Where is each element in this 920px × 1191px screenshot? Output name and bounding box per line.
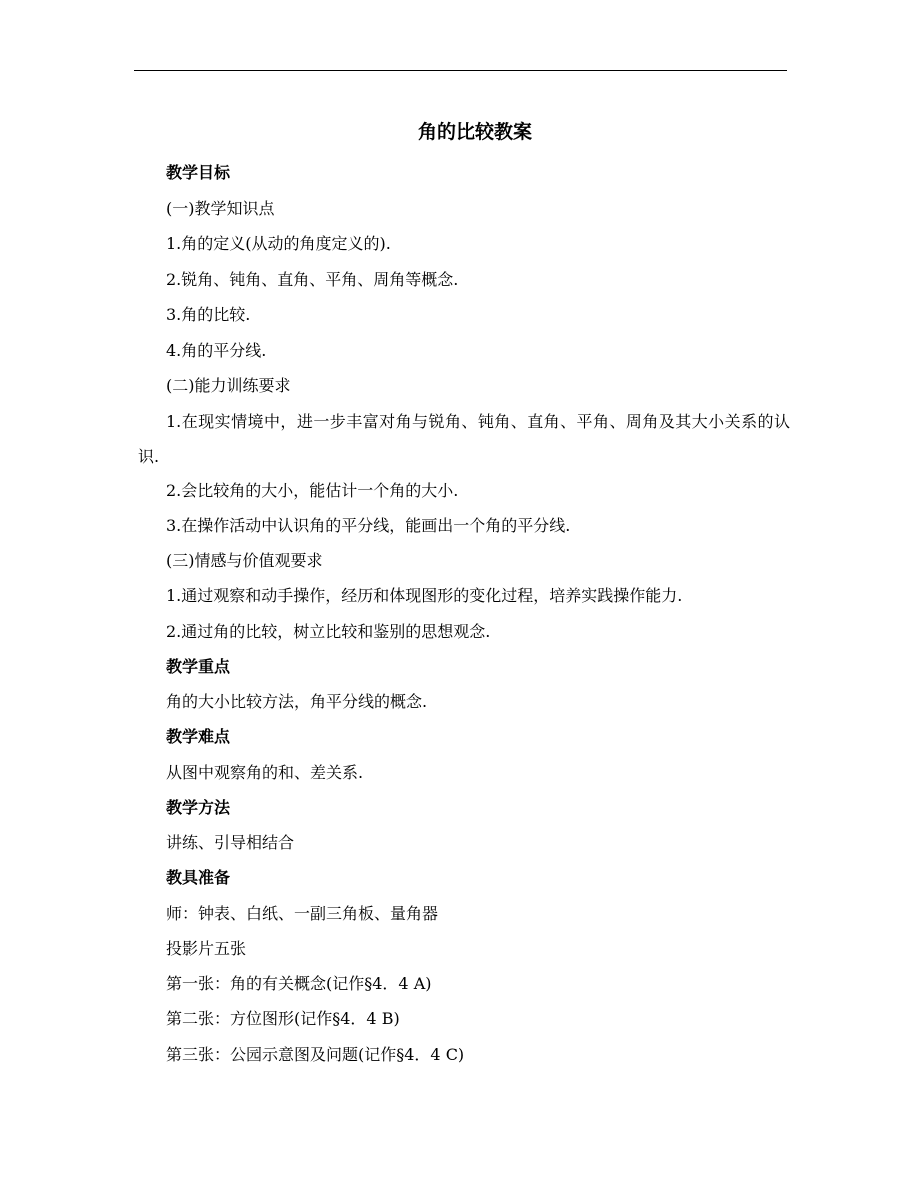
paragraph: 第三张：公园示意图及问题(记作§4．4 C) [166, 1045, 465, 1064]
section-heading: 教学目标 [166, 163, 231, 182]
paragraph: 讲练、引导相结合 [166, 833, 295, 852]
paragraph: 角的大小比较方法，角平分线的概念. [166, 692, 428, 711]
paragraph: 2.会比较角的大小，能估计一个角的大小. [166, 481, 459, 500]
paragraph: 从图中观察角的和、差关系. [166, 763, 364, 782]
paragraph: (二)能力训练要求 [166, 376, 291, 395]
paragraph: 3.角的比较. [166, 305, 251, 324]
section-heading: 教学重点 [166, 657, 231, 676]
paragraph: 4.角的平分线. [166, 341, 267, 360]
paragraph: 2.通过角的比较，树立比较和鉴别的思想观念. [166, 622, 491, 641]
section-heading: 教学方法 [166, 798, 231, 817]
paragraph: (一)教学知识点 [166, 199, 275, 218]
paragraph: 1.角的定义(从动的角度定义的). [166, 234, 391, 253]
paragraph: 投影片五张 [166, 939, 247, 958]
document-title: 角的比较教案 [417, 121, 532, 143]
section-heading: 教具准备 [166, 868, 231, 887]
paragraph: 1.通过观察和动手操作，经历和体现图形的变化过程，培养实践操作能力. [166, 586, 683, 605]
section-heading: 教学难点 [166, 727, 231, 746]
paragraph: 师：钟表、白纸、一副三角板、量角器 [166, 904, 439, 923]
header-rule [134, 70, 787, 71]
paragraph: 2.锐角、钝角、直角、平角、周角等概念. [166, 270, 459, 289]
paragraph: (三)情感与价值观要求 [166, 551, 323, 570]
paragraph: 3.在操作活动中认识角的平分线，能画出一个角的平分线. [166, 516, 571, 535]
paragraph: 第一张：角的有关概念(记作§4．4 A) [166, 974, 432, 993]
paragraph: 1.在现实情境中，进一步丰富对角与锐角、钝角、直角、平角、周角及其大小关系的认识. [138, 412, 790, 466]
paragraph: 第二张：方位图形(记作§4．4 B) [166, 1009, 400, 1028]
